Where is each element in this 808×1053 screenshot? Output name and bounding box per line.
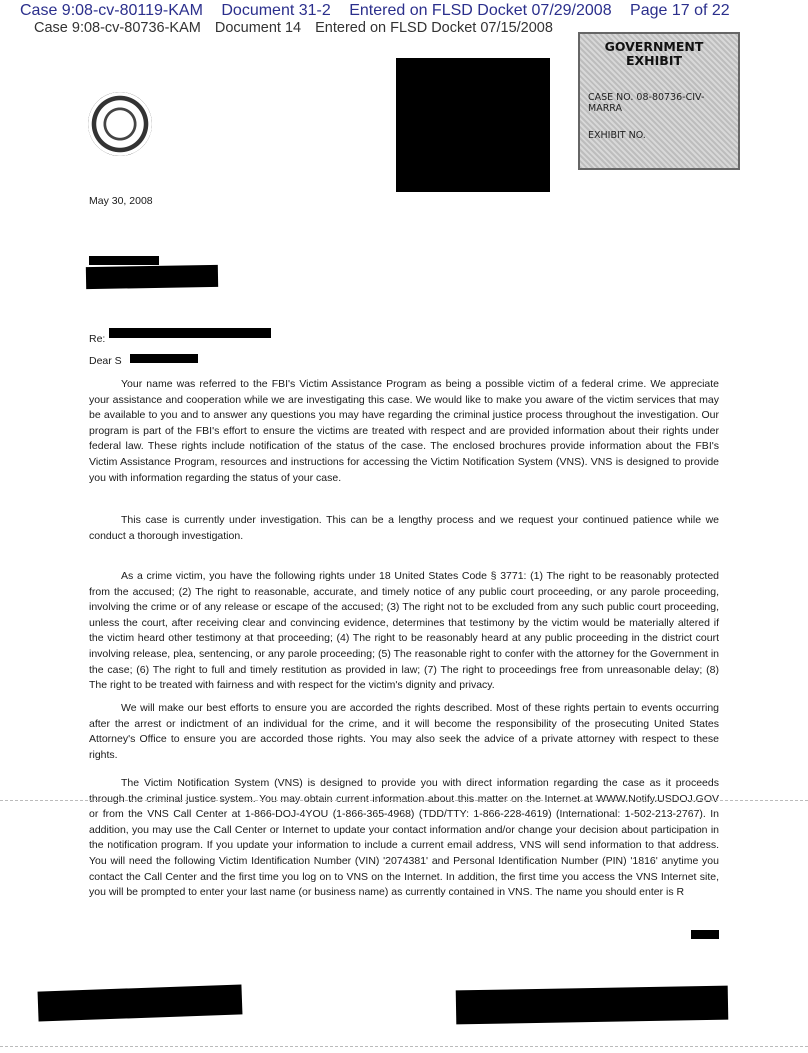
redaction-block: [130, 354, 198, 363]
redaction-block: [456, 986, 729, 1025]
exhibit-stamp-title: GOVERNMENT EXHIBIT: [604, 39, 704, 68]
page-indicator: Page 17 of 22: [630, 2, 730, 19]
sub-case-header-line: [34, 20, 563, 36]
sub-case-number: Case 9:08-cv-80736-KAM: [34, 20, 201, 36]
redaction-block: [109, 328, 271, 338]
redaction-block: [38, 984, 243, 1021]
scan-divider: [0, 800, 808, 801]
sub-document-number: Document 14: [214, 20, 302, 36]
case-number: Case 9:08-cv-80119-KAM: [20, 2, 203, 19]
sub-docket-entry: Entered on FLSD Docket 07/15/2008: [315, 20, 553, 36]
paragraph-rights: As a crime victim, you have the following rights under 18 United States Code § 3771: (1) The right to be reasonably protected from the accused; (2) The right to reasonable, accurate, and timely notice of any public court proceeding, or any parole proceeding, involving the crime or of any release or escape of the accused; (3) The right not to be excluded from any such public court proceeding, unless the court, after receiving clear and convincing evidence, determines that testimony by the victim would be materially altered if the victim heard other testimony at that proceeding; (4) The right to be reasonably heard at any public proceeding in the district court involving release, plea, sentencing, or any parole proceeding; (5) The reasonable right to confer with the attorney for the Government in the case; (6) The right to full and timely restitution as provided in law; (7) The right to proceedings free from unreasonable delay; (8) The right to be treated with fairness and with respect for the victim's dignity and privacy.: [89, 570, 719, 692]
letter-date: May 30, 2008: [89, 195, 153, 207]
exhibit-stamp: [578, 32, 740, 170]
docket-entry: Entered on FLSD Docket 07/29/2008: [349, 2, 612, 19]
paragraph-vns: The Victim Notification System (VNS) is designed to provide you with direct information regarding the case as it proceeds through the criminal justice system. You may obtain current information about this matter on the Internet at WWW.Notify.USDOJ.GOV or from the VNS Call Center at 1-866-DOJ-4YOU (1-866-365-4968) (TDD/TTY: 1-866-228-4619) (International: 1-502-213-2767). In addition, you may use the Call Center or Internet to update your contact information and/or change your decision about participation in the notification program. If you update your information to include a current email address, VNS will send information to that address. You will need the following Victim Identification Number (VIN) '2074381' and Personal Identification Number (PIN) '1816' anytime you contact the Call Center and the first time you log on to VNS on the Internet. In addition, the first time you access the VNS Internet site, you will be prompted to enter your last name (or business name) as currently contained in VNS. The name you should enter is R: [89, 777, 719, 899]
paragraph-status: This case is currently under investigation. This can be a lengthy process and we request your continued patience while we conduct a thorough investigation.: [89, 514, 719, 542]
re-label: Re:: [89, 333, 106, 345]
exhibit-stamp-case: CASE NO. 08-80736-CIV-MARRA: [588, 92, 705, 114]
redaction-block: [396, 58, 550, 192]
document-number: Document 31-2: [221, 2, 331, 19]
redaction-block: [691, 930, 719, 939]
redaction-block: [86, 265, 218, 289]
case-header-line: [20, 2, 744, 20]
fbi-seal-icon: [88, 92, 152, 156]
salutation: Dear S: [89, 355, 122, 367]
exhibit-stamp-exhibit: EXHIBIT NO.: [588, 130, 646, 141]
scan-divider: [0, 1046, 808, 1047]
paragraph-efforts: We will make our best efforts to ensure you are accorded the rights described. Most of these rights pertain to events occurring after the arrest or indictment of an individual for the crime, and it will become the responsibility of the prosecuting United States Attorney's Office to ensure you are accorded those rights. You may also seek the advice of a private attorney with respect to these rights.: [89, 702, 719, 761]
redaction-block: [89, 256, 159, 265]
paragraph-intro: Your name was referred to the FBI's Victim Assistance Program as being a possible victim of a federal crime. We appreciate your assistance and cooperation while we are investigating this case. We would like to make you aware of the victim services that may be available to you and to answer any questions you may have regarding the criminal justice process throughout the investigation. Our program is part of the FBI's effort to ensure the victims are treated with respect and are provided information about their rights under federal law. These rights include notification of the status of the case. The enclosed brochures provide information about the FBI's Victim Assistance Program, resources and instructions for accessing the Victim Notification System (VNS). VNS is designed to provide you with information regarding the status of your case.: [89, 378, 719, 484]
